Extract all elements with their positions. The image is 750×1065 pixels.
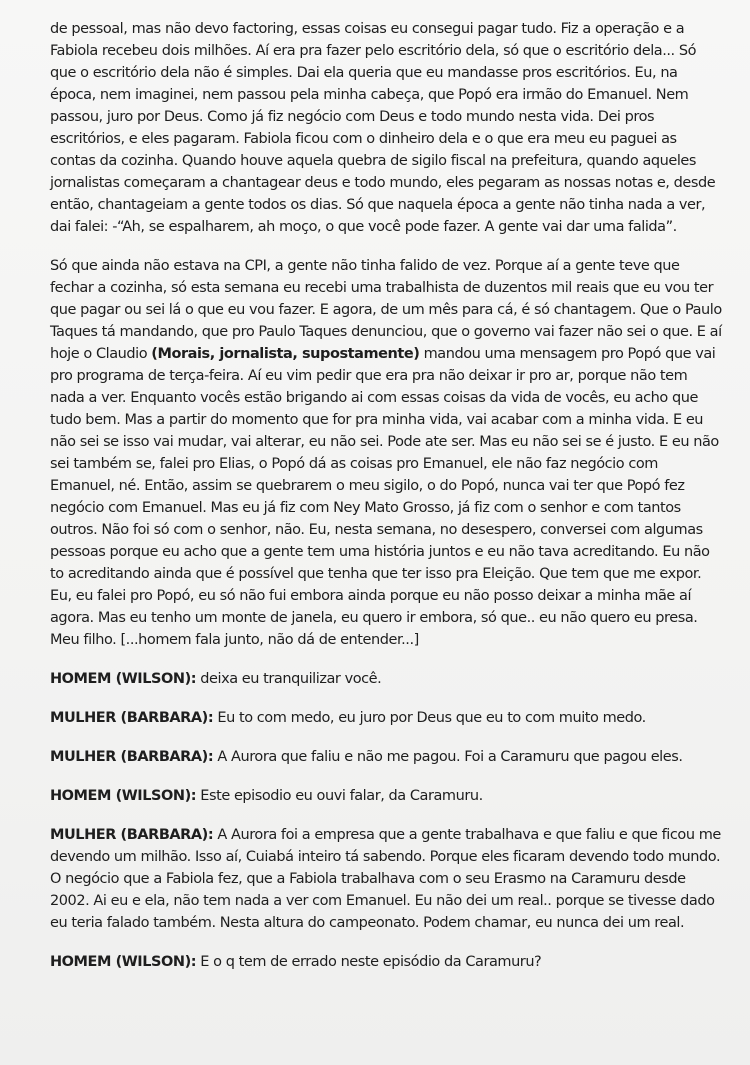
paragraph-text: mandou uma mensagem pro Popó que vai pro programa de terça-feira. Aí eu vim pedir que era pra não deixar ir pro ar, porque não tem nada a ver. Enquanto vocês estão brigando ai com essas coisas da vida de vocês, eu acho que tudo bem. Mas a partir do momento que for pra minha vida, vai acabar com a minha vida. E eu não sei se isso vai mudar, vai alterar, eu não sei. Pode ate ser. Mas eu não sei se é justo. E eu não sei também se, falei pro Elias, o Popó dá as coisas pro Emanuel, ele não faz negócio com Emanuel, né. Então, assim se quebrarem o meu sigilo, o do Popó, nunca vai ter que Popó fez negócio com Emanuel. Mas eu já fiz com Ney Mato Grosso, já fiz com o senhor e com tantos outros. Não foi só com o senhor, não. Eu, nesta semana, no desespero, conversei com algumas pessoas porque eu acho que a gente tem uma história juntos e eu não tava acreditando. Eu não to acreditando ainda que é possível que tenha que ter isso pra Eleição. Que tem que me expor. Eu, eu falei pro Popó, eu só não fui embora ainda porque eu não posso deixar a minha mãe aí agora. Mas eu tenho um monte de janela, eu quero ir embora, só que.. eu não quero eu presa. Meu filho. [...homem fala junto, não dá de entender...]: [50, 346, 719, 648]
speaker-label: MULHER (BARBARA):: [50, 827, 214, 843]
dialogue-line: [50, 785, 722, 807]
dialogue-text: E o q tem de errado neste episódio da Caramuru?: [196, 954, 542, 970]
dialogue-line: [50, 668, 722, 690]
paragraph-text: Só que ainda não estava na CPI, a gente não tinha falido de vez. Porque aí a gente teve que fechar a cozinha, só esta semana eu recebi uma trabalhista de duzentos mil reais que eu vou ter que pagar ou sei lá o que eu vou fazer. E agora, de um mês para cá, é só chantagem. Que o Paulo Taques tá mandando, que pro Paulo Taques denunciou, que o governo vai fazer não sei o que. E aí hoje o Claudio: [50, 258, 722, 362]
dialogue-text: Eu to com medo, eu juro por Deus que eu to com muito medo.: [213, 710, 646, 726]
transcript-paragraph-2: [50, 255, 722, 651]
dialogue-text: deixa eu tranquilizar você.: [196, 671, 382, 687]
dialogue-text: Este episodio eu ouvi falar, da Caramuru.: [196, 788, 483, 804]
speaker-label: HOMEM (WILSON):: [50, 954, 197, 970]
dialogue-text: A Aurora foi a empresa que a gente trabalhava e que faliu e que ficou me devendo um milhão. Isso aí, Cuiabá inteiro tá sabendo. Porque eles ficaram devendo todo mundo. O negócio que a Fabiola fez, que a Fabiola trabalhava com o seu Erasmo na Caramuru desde 2002. Ai eu e ela, não tem nada a ver com Emanuel. Eu não dei um real.. porque se tivesse dado eu teria falado também. Nesta altura do campeonato. Podem chamar, eu nunca dei um real.: [50, 827, 721, 931]
speaker-label: MULHER (BARBARA):: [50, 749, 214, 765]
editor-note: (Morais, jornalista, supostamente): [151, 346, 420, 362]
speaker-label: HOMEM (WILSON):: [50, 671, 197, 687]
dialogue-line: [50, 951, 722, 973]
dialogue-line: [50, 824, 722, 934]
dialogue-line: [50, 746, 722, 768]
transcript-paragraph-1: de pessoal, mas não devo factoring, essas coisas eu consegui pagar tudo. Fiz a operação e a Fabiola recebeu dois milhões. Aí era pra fazer pelo escritório dela, só que o escritório dela... Só que o escritório dela não é simples. Dai ela queria que eu mandasse pros escritórios. Eu, na época, nem imaginei, nem passou pela minha cabeça, que Popó era irmão do Emanuel. Nem passou, juro por Deus. Como já fiz negócio com Deus e todo mundo nesta vida. Dei pros escritórios, e eles pagaram. Fabiola ficou com o dinheiro dela e o que era meu eu paguei as contas da cozinha. Quando houve aquela quebra de sigilo fiscal na prefeitura, quando aqueles jornalistas começaram a chantagear deus e todo mundo, eles pegaram as nossas notas e, desde então, chantageiam a gente todos os dias. Só que naquela época a gente não tinha nada a ver, dai falei: -“Ah, se espalharem, ah moço, o que você pode fazer. A gente vai dar uma falida”.: [50, 21, 716, 235]
dialogue-line: [50, 707, 722, 729]
speaker-label: HOMEM (WILSON):: [50, 788, 197, 804]
speaker-label: MULHER (BARBARA):: [50, 710, 214, 726]
dialogue-text: A Aurora que faliu e não me pagou. Foi a Caramuru que pagou eles.: [213, 749, 683, 765]
